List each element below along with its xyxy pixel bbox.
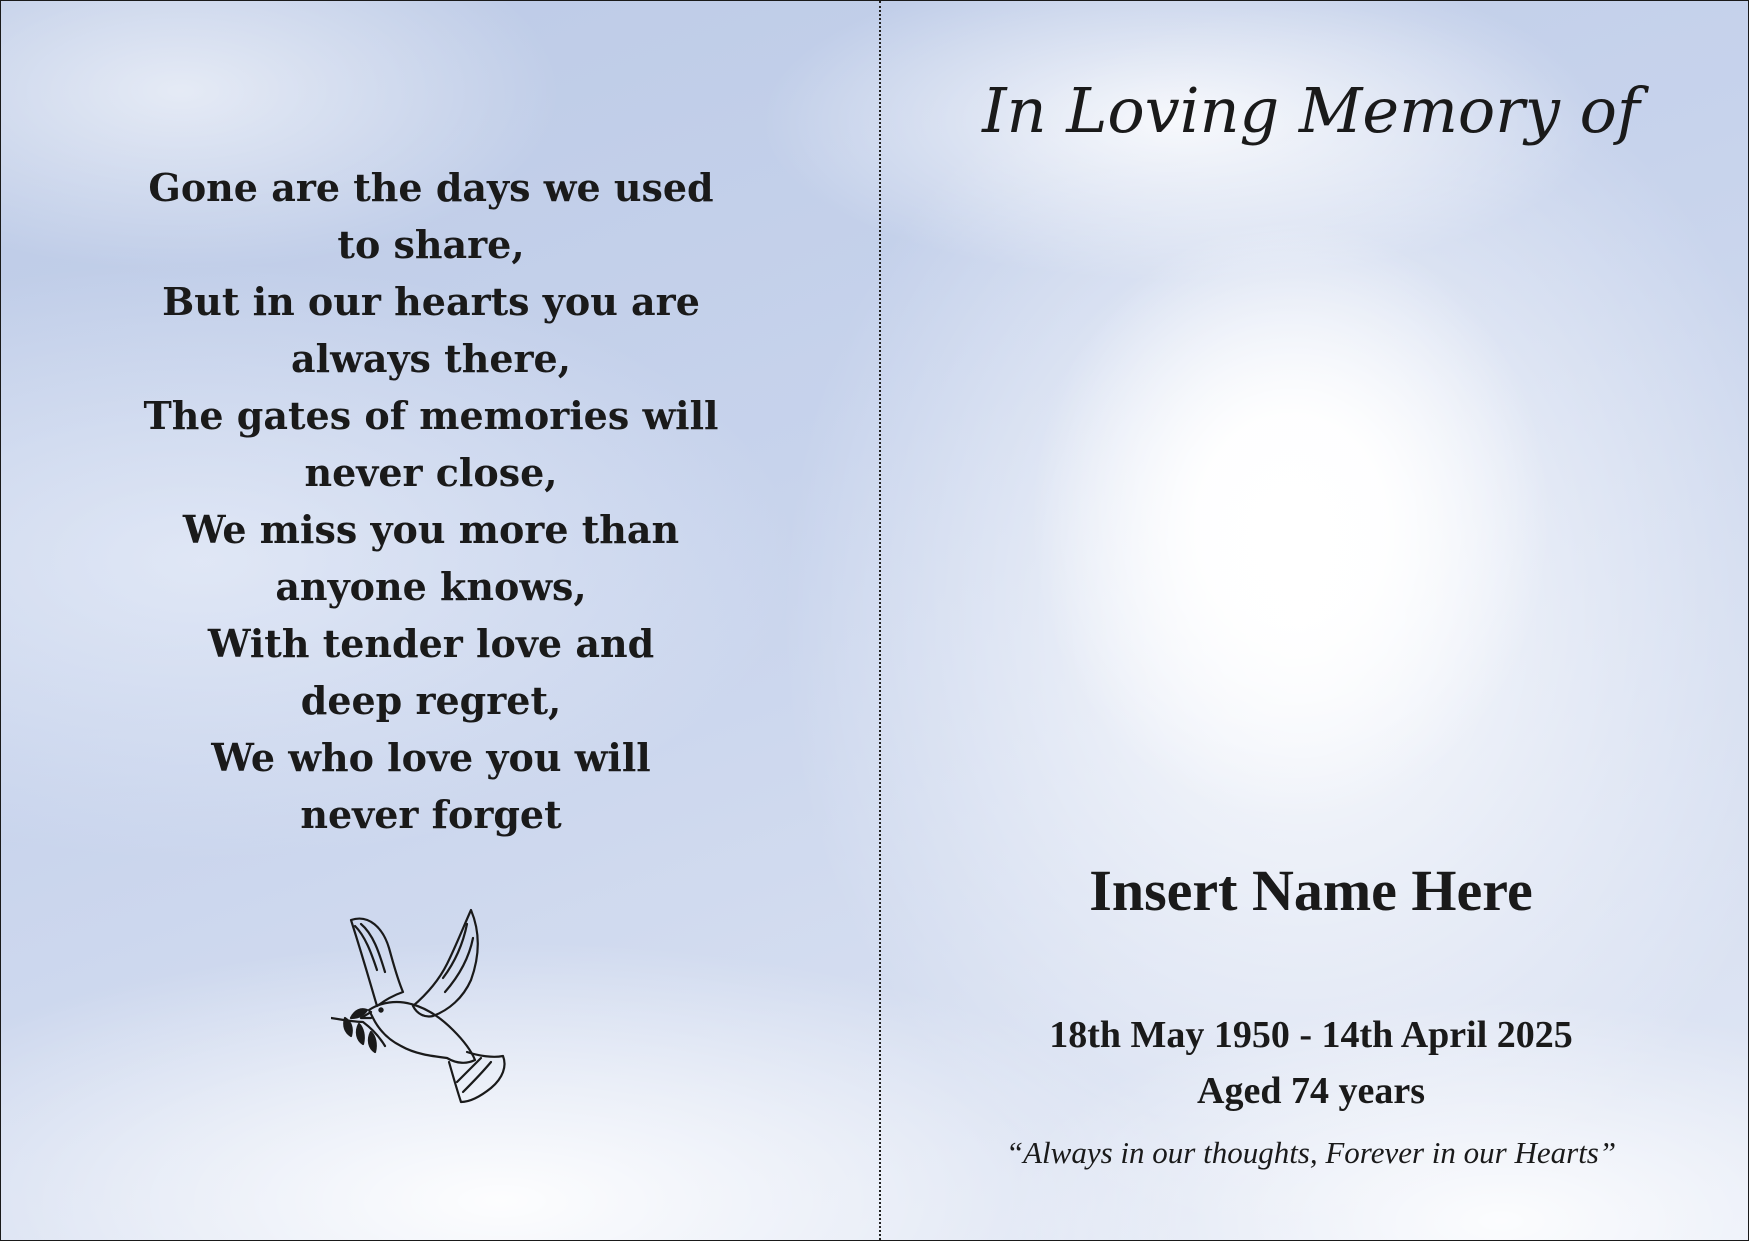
age-at-death: Aged 74 years: [1197, 1070, 1425, 1112]
memorial-heading: In Loving Memory of: [982, 74, 1640, 147]
poem-line: We miss you more than: [182, 507, 680, 552]
poem-line: But in our hearts you are: [162, 279, 700, 324]
deceased-name: Insert Name Here: [1089, 858, 1533, 923]
poem-line: never forget: [300, 792, 562, 837]
dove-with-olive-branch-icon: [331, 906, 521, 1111]
poem-line: With tender love and: [207, 621, 655, 666]
poem: [141, 159, 721, 843]
fold-line: [879, 1, 881, 1240]
poem-line: to share,: [337, 222, 525, 267]
poem-line: We who love you will: [211, 735, 651, 780]
poem-line: deep regret,: [300, 678, 562, 723]
poem-line: Gone are the days we used: [148, 165, 714, 210]
memorial-quote: “Always in our thoughts, Forever in our Hearts”: [1005, 1135, 1617, 1170]
poem-line: anyone knows,: [275, 564, 587, 609]
poem-line: never close,: [304, 450, 558, 495]
poem-line: The gates of memories will: [143, 393, 719, 438]
life-dates: 18th May 1950 - 14th April 2025: [1049, 1014, 1573, 1056]
poem-line: always there,: [291, 336, 571, 381]
